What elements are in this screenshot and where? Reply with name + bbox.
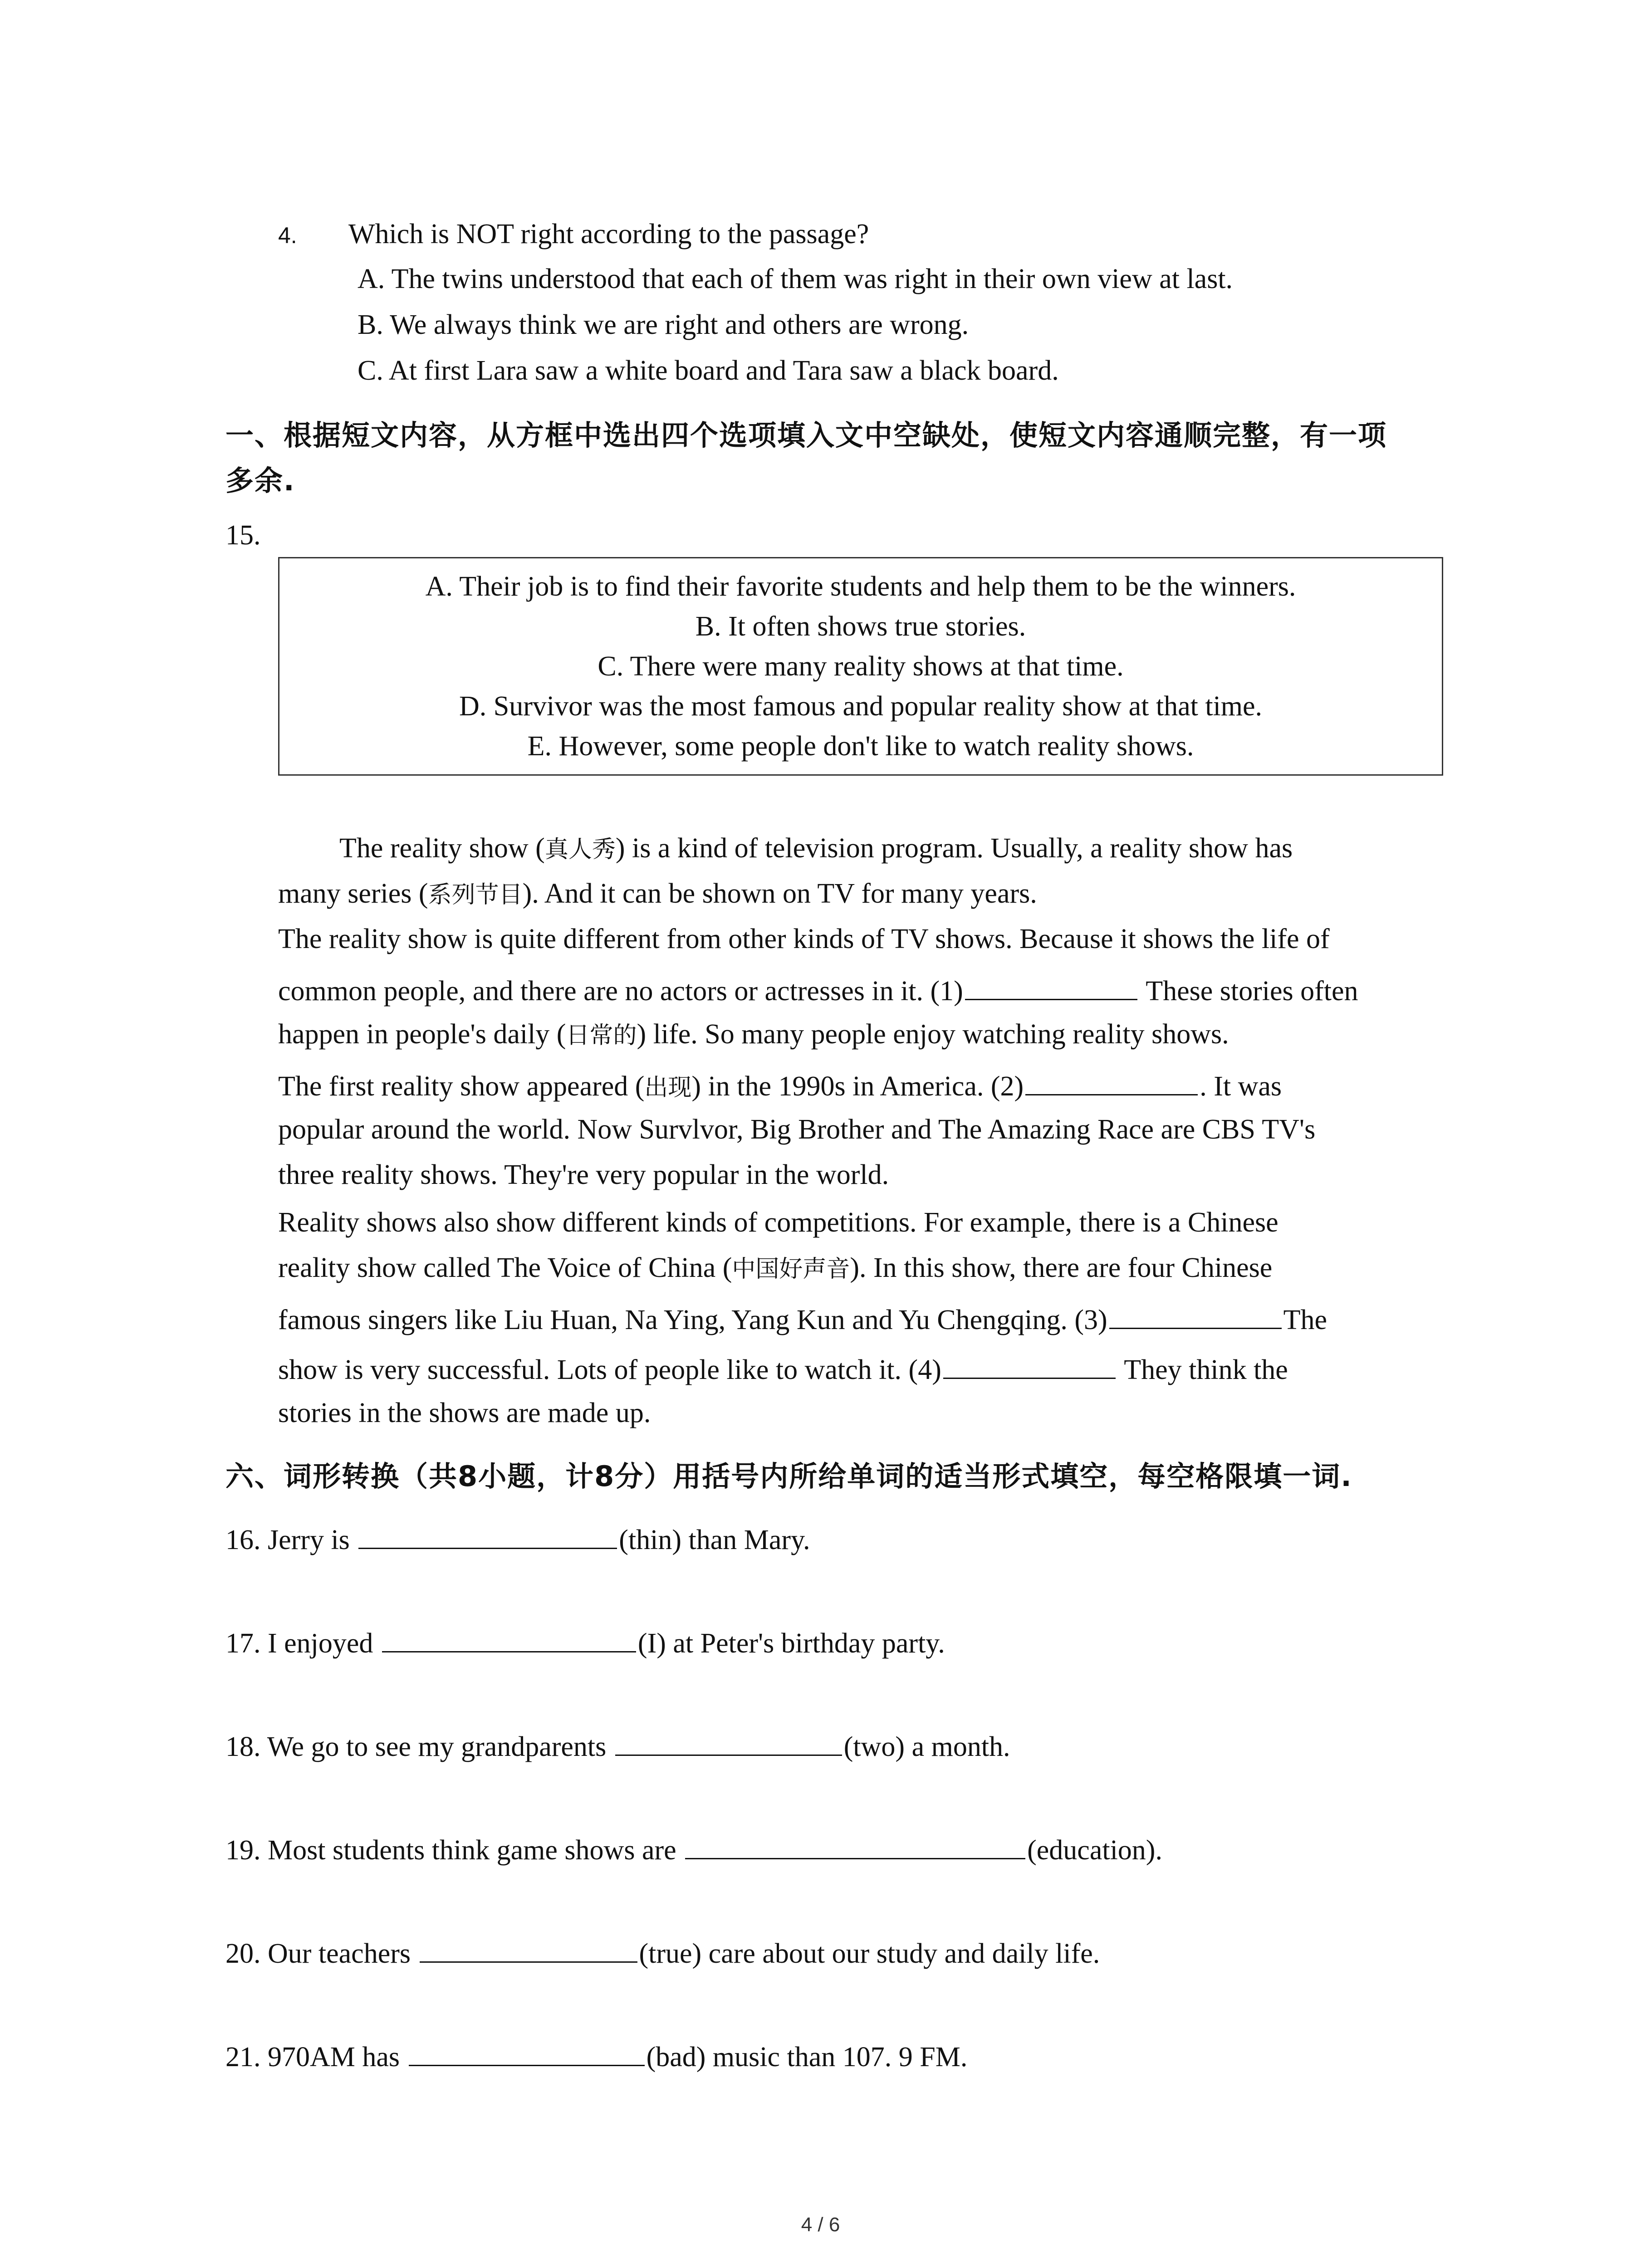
q20-blank[interactable] — [420, 1933, 637, 1963]
blank-2[interactable] — [1025, 1066, 1198, 1095]
q4-question-text: Which is NOT right according to the passage? — [348, 219, 869, 249]
section-heading-word-forms: 六、词形转换（共8小题，计8分）用括号内所给单词的适当形式填空，每空格限填一词. — [225, 1460, 1352, 1493]
box-option-a: A. Their job is to find their favorite students and help them to be the winners. — [425, 571, 1296, 602]
section-heading-fill-options-cont: 多余. — [225, 464, 295, 497]
q21: 21. 970AM has (bad) music than 107. 9 FM. — [225, 2037, 967, 2075]
q16-blank[interactable] — [358, 1520, 617, 1549]
passage-line-9: Reality shows also show different kinds of competitions. For example, there is a Chinese — [278, 1207, 1279, 1238]
passage-line-1: The reality show (真人秀) is a kind of television program. Usually, a reality show has — [339, 833, 1293, 864]
q19: 19. Most students think game shows are (education). — [225, 1830, 1162, 1868]
box-option-d: D. Survivor was the most famous and popular reality show at that time. — [459, 691, 1263, 722]
box-option-e: E. However, some people don't like to watch reality shows. — [527, 731, 1194, 762]
passage-line-7: popular around the world. Now Survlvor, Big Brother and The Amazing Race are CBS TV's — [278, 1114, 1316, 1145]
passage-line-11: famous singers like Liu Huan, Na Ying, Yang Kun and Yu Chengqing. (3) The — [278, 1300, 1327, 1338]
q17: 17. I enjoyed (I) at Peter's birthday party. — [225, 1623, 945, 1662]
q4-option-a: A. The twins understood that each of them was right in their own view at last. — [358, 264, 1233, 294]
box-option-c: C. There were many reality shows at that time. — [598, 651, 1124, 682]
section-heading-fill-options: 一、根据短文内容，从方框中选出四个选项填入文中空缺处，使短文内容通顺完整，有一项 — [225, 419, 1387, 452]
q16: 16. Jerry is (thin) than Mary. — [225, 1520, 810, 1558]
options-box — [278, 557, 1443, 776]
q19-number: 19. — [225, 1835, 261, 1866]
q15-number: 15. — [225, 520, 261, 551]
q21-blank[interactable] — [409, 2037, 645, 2066]
q18: 18. We go to see my grandparents (two) a month. — [225, 1726, 1010, 1765]
q20: 20. Our teachers (true) care about our study and daily life. — [225, 1933, 1100, 1972]
q18-blank[interactable] — [615, 1726, 842, 1756]
q19-blank[interactable] — [685, 1830, 1025, 1859]
passage-line-12: show is very successful. Lots of people like to watch it. (4) They think the — [278, 1349, 1288, 1388]
q20-number: 20. — [225, 1938, 261, 1969]
q21-number: 21. — [225, 2042, 261, 2072]
passage-line-6: The first reality show appeared (出现) in the 1990s in America. (2) . It was — [278, 1066, 1282, 1106]
passage-line-10: reality show called The Voice of China (中国好声音). In this show, there are four Chinese — [278, 1252, 1273, 1283]
passage-line-4: common people, and there are no actors or actresses in it. (1) These stories often — [278, 971, 1358, 1009]
q17-blank[interactable] — [382, 1623, 636, 1652]
q16-number: 16. — [225, 1525, 261, 1555]
q18-number: 18. — [225, 1731, 261, 1762]
passage-line-8: three reality shows. They're very popular in the world. — [278, 1159, 889, 1190]
blank-3[interactable] — [1109, 1300, 1282, 1329]
blank-1[interactable] — [965, 971, 1137, 1000]
blank-4[interactable] — [943, 1349, 1116, 1379]
passage-line-3: The reality show is quite different from other kinds of TV shows. Because it shows the life of — [278, 924, 1330, 954]
q17-number: 17. — [225, 1628, 261, 1659]
passage-line-13: stories in the shows are made up. — [278, 1398, 651, 1428]
q4-option-c: C. At first Lara saw a white board and Tara saw a black board. — [358, 355, 1059, 386]
page-number: 4 / 6 — [801, 2214, 840, 2236]
passage-line-5: happen in people's daily (日常的) life. So many people enjoy watching reality shows. — [278, 1019, 1229, 1050]
q4-option-b: B. We always think we are right and others are wrong. — [358, 309, 969, 340]
q4-question-line — [278, 216, 297, 254]
passage-line-2: many series (系列节目). And it can be shown on TV for many years. — [278, 878, 1037, 909]
box-option-b: B. It often shows true stories. — [695, 611, 1026, 642]
q4-number: 4. — [278, 223, 297, 248]
